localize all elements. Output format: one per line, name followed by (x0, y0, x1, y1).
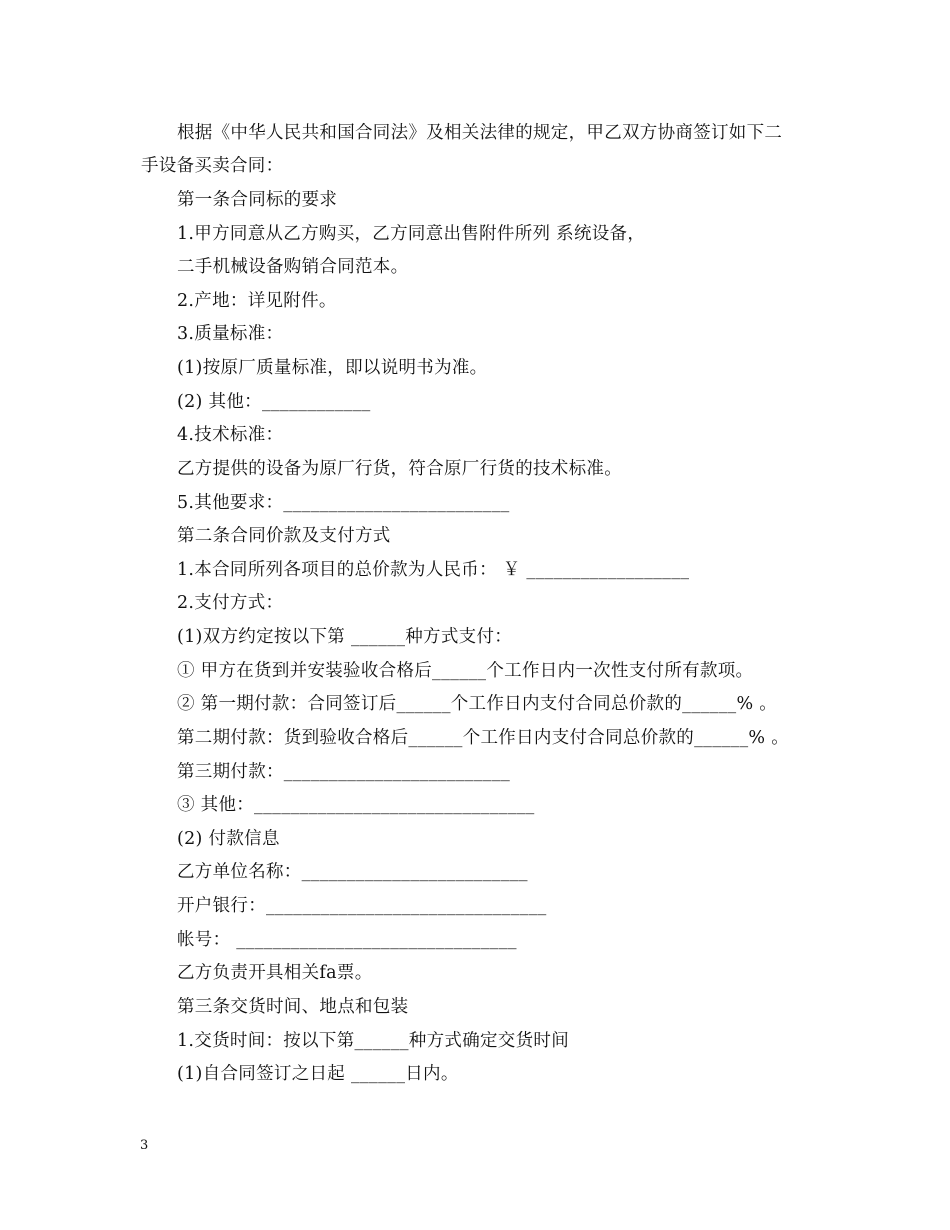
text-line: 乙方负责开具相关fa票。 (177, 963, 373, 983)
page-number: 3 (140, 1138, 149, 1153)
text-line: (1)双方约定按以下第 ______种方式支付： (177, 627, 513, 647)
text-line: 1.交货时间：按以下第______种方式确定交货时间 (177, 1031, 569, 1051)
text-line: 5.其他要求：_________________________ (177, 493, 510, 513)
text-line: 乙方单位名称：_________________________ (177, 862, 528, 882)
text-line: 第三条交货时间、地点和包装 (177, 997, 409, 1017)
text-line: 手设备买卖合同： (141, 156, 284, 176)
text-line: 第二期付款：货到验收合格后______个工作日内支付合同总价款的______% 。 (177, 728, 789, 748)
text-line: 帐号： _______________________________ (177, 930, 517, 950)
text-line: 根据《中华人民共和国合同法》及相关法律的规定，甲乙双方协商签订如下二 (177, 123, 783, 143)
text-line: 4.技术标准： (177, 425, 284, 445)
text-line: 乙方提供的设备为原厂行货，符合原厂行货的技术标准。 (177, 459, 622, 479)
text-line: 3.质量标准： (177, 324, 284, 344)
text-line: 第一条合同标的要求 (177, 190, 338, 210)
text-line: 2.支付方式： (177, 593, 284, 613)
text-line: 开户银行：_______________________________ (177, 896, 547, 916)
text-line: 1.本合同所列各项目的总价款为人民币： ￥ __________________ (177, 560, 690, 580)
text-line: 第二条合同价款及支付方式 (177, 526, 391, 546)
text-line: 1.甲方同意从乙方购买，乙方同意出售附件所列 系统设备， (177, 224, 646, 244)
text-line: (1)按原厂质量标准，即以说明书为准。 (177, 358, 488, 378)
text-line: ① 甲方在货到并安装验收合格后______个工作日内一次性支付所有款项。 (177, 661, 754, 681)
text-line: (2) 付款信息 (177, 829, 280, 849)
text-line: 二手机械设备购销合同范本。 (177, 257, 409, 277)
text-line: ② 第一期付款：合同签订后______个工作日内支付合同总价款的______% 。 (177, 694, 778, 714)
text-line: 2.产地：详见附件。 (177, 291, 337, 311)
text-line: ③ 其他：_______________________________ (177, 795, 535, 815)
text-line: (1)自合同签订之日起 ______日内。 (177, 1064, 459, 1084)
text-line: (2) 其他：____________ (177, 392, 371, 412)
text-line: 第三期付款：_________________________ (177, 762, 511, 782)
